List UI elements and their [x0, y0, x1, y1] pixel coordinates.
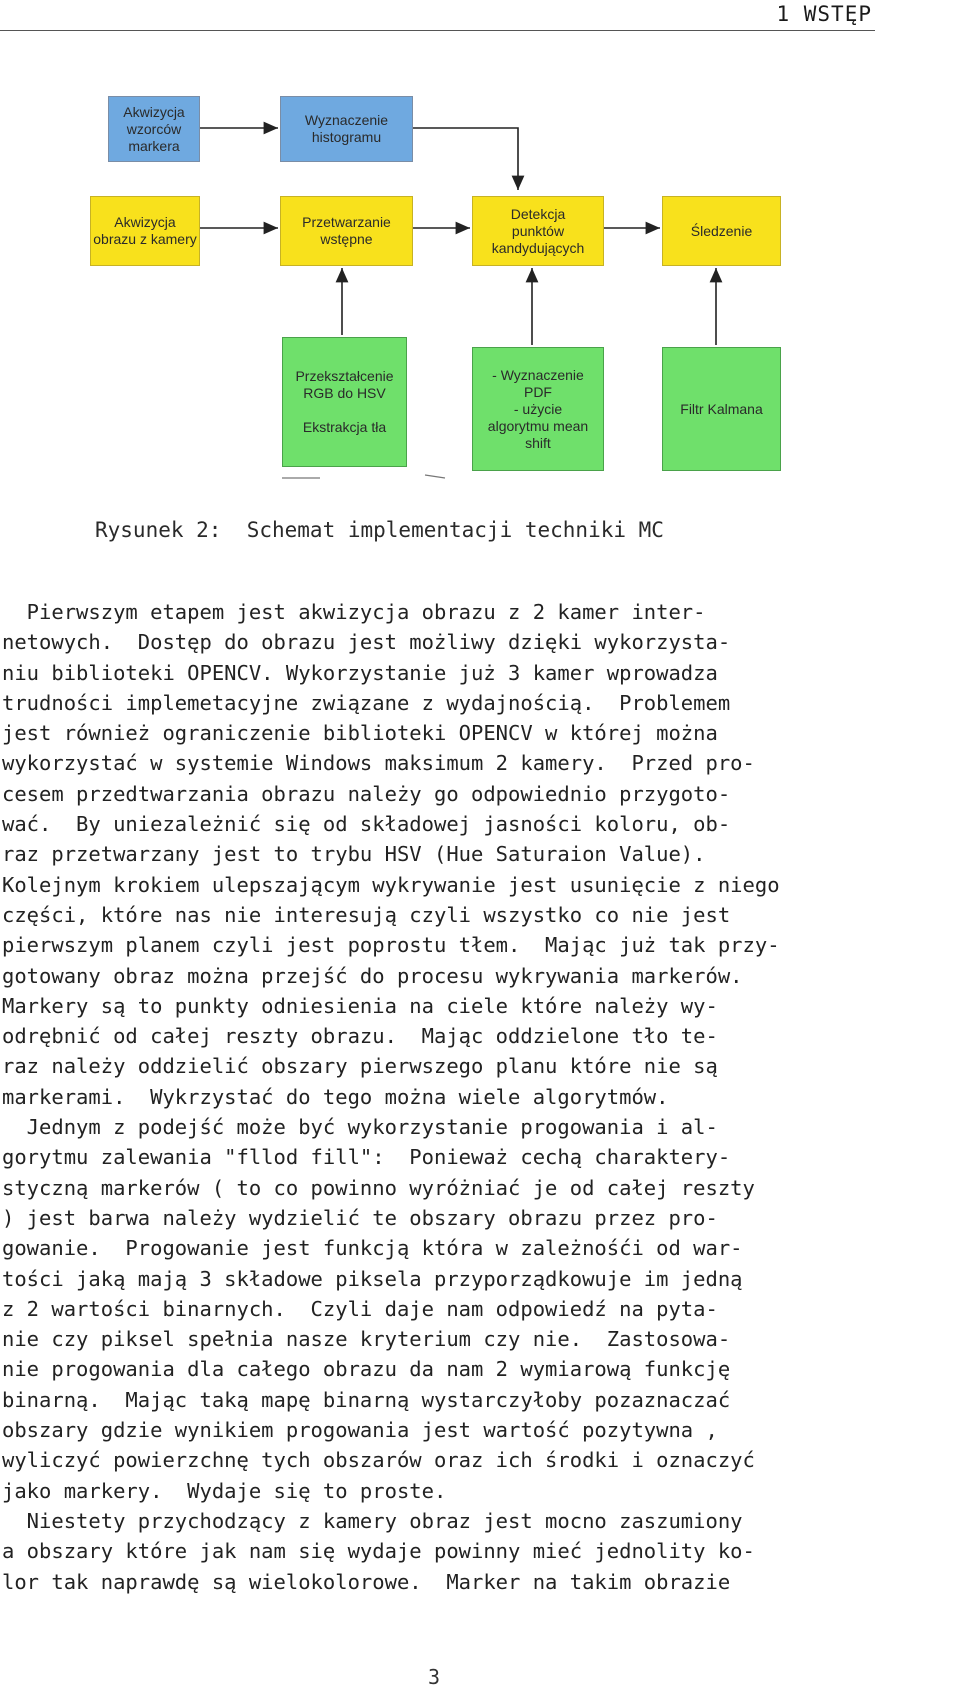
box-przetwarzanie-wstepne: Przetwarzanie wstępne [280, 196, 413, 266]
body-line: gowanie. Progowanie jest funkcją która w zależnośći od war- [2, 1236, 743, 1261]
body-line: styczną markerów ( to co powinno wyróżniać je od całej reszty [2, 1175, 755, 1200]
body-line: trudności implemetacyjne związane z wydajnością. Problemem [2, 690, 731, 715]
box-akwizycja-wzorcow: Akwizycja wzorców markera [108, 96, 200, 162]
body-line: wać. By uniezależnić się od składowej jasności koloru, ob- [2, 812, 731, 837]
body-line: obszary gdzie wynikiem progowania jest wartość pozytywna , [2, 1418, 718, 1443]
body-line: Pierwszym etapem jest akwizycja obrazu z 2 kamer inter- [2, 600, 706, 624]
body-line: gorytmu zalewania "fllod fill": Ponieważ cechą charaktery- [2, 1145, 731, 1170]
body-line: odrębnić od całej reszty obrazu. Mając oddzielone tło te- [2, 1024, 718, 1049]
box-filtr-kalmana: Filtr Kalmana [662, 347, 781, 471]
body-line: z 2 wartości binarnych. Czyli daje nam odpowiedź na pyta- [2, 1296, 718, 1321]
body-line: tości jaką mają 3 składowe piksela przyporządkowuje im jedną [2, 1266, 743, 1291]
body-line: wyliczyć powierzchnę tych obszarów oraz ich środki i oznaczyć [2, 1448, 755, 1473]
body-line: netowych. Dostęp do obrazu jest możliwy dzięki wykorzysta- [2, 630, 731, 655]
body-line: raz należy oddzielić obszary pierwszego planu które nie są [2, 1054, 718, 1079]
box-akwizycja-obrazu: Akwizycja obrazu z kamery [90, 196, 200, 266]
body-line: niu biblioteki OPENCV. Wykorzystanie już 3 kamer wprowadza [2, 660, 718, 685]
body-line: Jednym z podejść może być wykorzystanie progowania i al- [2, 1115, 718, 1140]
body-line: Markery są to punkty odniesienia na ciele które należy wy- [2, 993, 718, 1018]
body-line: wykorzystać w systemie Windows maksimum 2 kamery. Przed pro- [2, 751, 755, 776]
page-number: 3 [428, 1665, 441, 1689]
box-detekcja-punktow: Detekcja punktów kandydujących [472, 196, 604, 266]
body-line: gotowany obraz można przejść do procesu wykrywania markerów. [2, 963, 743, 988]
body-line: markerami. Wykrzystać do tego można wiele algorytmów. [2, 1084, 669, 1109]
body-line: a obszary które jak nam się wydaje powinny mieć jednolity ko- [2, 1539, 755, 1564]
running-header: 1 WSTĘP [776, 2, 872, 26]
body-line: ) jest barwa należy wydzielić te obszary obrazu przez pro- [2, 1205, 718, 1230]
body-line: cesem przedtwarzania obrazu należy go odpowiednio przygoto- [2, 781, 731, 806]
box-wyznaczenie-histogramu: Wyznaczenie histogramu [280, 96, 413, 162]
figure-caption: Rysunek 2: Schemat implementacji techniki MC [95, 518, 664, 542]
body-line: jest również ograniczenie biblioteki OPENCV w której można [2, 721, 718, 746]
body-line: nie progowania dla całego obrazu da nam 2 wymiarową funkcję [2, 1357, 731, 1382]
body-line: części, które nas nie interesują czyli wszystko co nie jest [2, 902, 731, 927]
implementation-diagram [0, 0, 960, 490]
body-line: nie czy piksel spełnia nasze kryterium czy nie. Zastosowa- [2, 1327, 731, 1352]
body-line: Kolejnym krokiem ulepszającym wykrywanie jest usunięcie z niego [2, 872, 780, 897]
box-rgb-hsv: Przekształcenie RGB do HSV Ekstrakcja tła [282, 337, 407, 467]
body-paragraphs [2, 597, 960, 1597]
body-line: Niestety przychodzący z kamery obraz jest mocno zaszumiony [2, 1508, 743, 1533]
body-line: jako markery. Wydaje się to proste. [2, 1478, 447, 1503]
body-line: binarną. Mając taką mapę binarną wystarczyłoby pozaznaczać [2, 1387, 731, 1412]
box-sledzenie: Śledzenie [662, 196, 781, 266]
arrow-histogram-detekcja [413, 128, 518, 190]
body-line: raz przetwarzany jest to trybu HSV (Hue Saturaion Value). [2, 842, 706, 867]
body-line: pierwszym planem czyli jest poprostu tłem. Mając już tak przy- [2, 933, 780, 958]
box-pdf-meanshift: - Wyznaczenie PDF - użycie algorytmu mean shift [472, 347, 604, 471]
body-line: lor tak naprawdę są wielokolorowe. Marker na takim obrazie [2, 1569, 731, 1594]
